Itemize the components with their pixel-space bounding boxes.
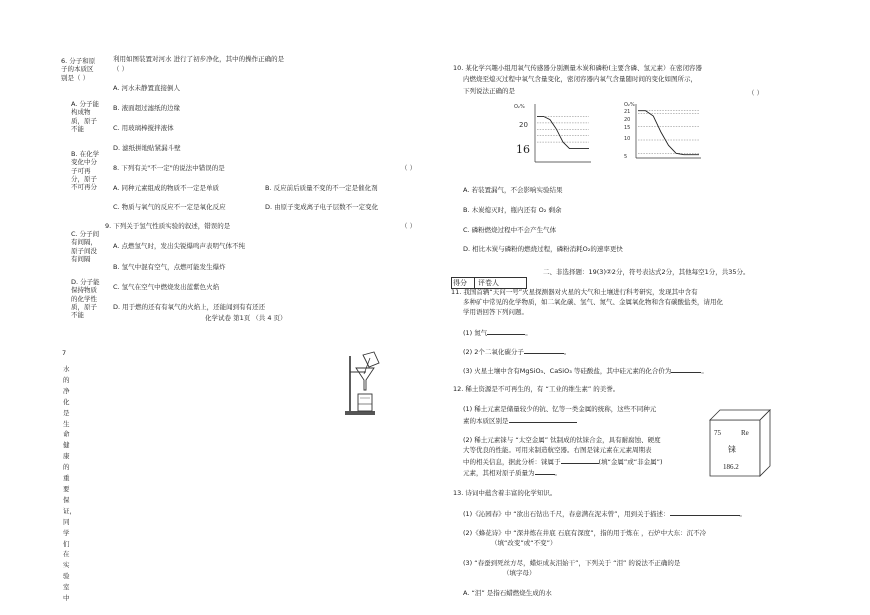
q13-part-3-line-1: (3) “春蚕到死丝方尽，蜡炬成灰泪始干”，下列关于 “泪” 的说法不正确的是 [463,559,681,567]
q6-stem: 6. 分子和原子的本质区别是（ ） [61,57,96,82]
q9-paren: （ ） [401,222,417,230]
q7-vertical-text: 水的净化是生命健康的重要保证，同学们在实验室中 [63,365,76,603]
q8-paren: （ ） [401,164,417,172]
q9-option-d: D. 用于燃的还有有氧气的火焰上，还能闻到有有还还 [113,303,266,311]
chart1-series-line [537,116,589,148]
chart2-tick-5: 5 [624,154,628,160]
q13-part-3-line-2: （填字母） [503,569,536,577]
q11-line-3: 学用语回答下列问题。 [463,308,528,316]
answer-blank-2[interactable] [524,347,564,354]
q8-option-b: B. 反应前后质量不变的不一定是催化剂 [265,184,378,192]
chart2-tick-10: 10 [624,136,631,142]
chart1-tick-16: 16 [516,143,530,156]
q7-option-c: C. 用玻璃棒搅拌液体 [113,124,174,132]
element-symbol: Re [741,429,749,437]
chart1-tick-20: 20 [519,121,528,129]
q10-option-b: B. 木炭熄灭时，瓶内还有 O₂ 剩余 [463,206,562,214]
chart2-tick-21: 21 [624,109,631,115]
chart2-tick-15: 15 [624,125,631,131]
q7-option-d: D. 滤纸拼地贴紧漏斗壁 [113,144,181,152]
q6-option-b: B. 在化学变化中分子可再分，原子不可再分 [71,150,100,192]
q11-line-1: 11. 我国首辆“天问一号”火星探测器对火星的大气和土壤进行科考研究，发现其中含有 [451,288,698,296]
q11-part-2: (2) 2个二氧化碳分子 。 [463,348,571,356]
q10-option-a: A. 若装置漏气，不会影响实验结果 [463,186,563,194]
q13-part-2-line-1: (2)《蜂花诗》中 “深井炼在井底 石底有深度”，指的用于炼在 ，石炉中大东：沉不冷 [463,529,707,537]
q10-line-3: 下列说法正确的是 [463,87,515,95]
q9-option-b: B. 氢气中混有空气，点燃可能发生爆炸 [113,263,226,271]
chart2-series-line [638,111,699,155]
filtration-apparatus-illustration [344,350,384,416]
element-mass: 186.2 [723,463,739,471]
q11-part-1: (1) 氮气 。 [463,329,532,337]
q12-part-1-line-2: 素的本质区别是 [463,416,577,425]
q8-stem: 8. 下列有关"不一定"的说法中错误的是 [113,164,225,172]
q12-part-2-line-2: 大等优良的性能。可用来制造航空器。右图是铼元素在元素周期表 [463,446,652,454]
q7-paren: （ ） [113,65,129,73]
q9-option-c: C. 氢气在空气中燃烧发出蓝紫色火焰 [113,283,220,291]
q10-paren: （ ） [748,89,764,97]
chart2-ylabel: O₂% [624,102,635,108]
q12-part-2-line-4: 元素，其相对原子质量为 。 [463,469,561,477]
q6-option-a: A. 分子能构成物质，原子不能 [71,100,99,133]
q12-part-2-line-3: 中的相关信息，据此分析：铼属于 (填“金属”或“非金属”) [463,458,663,466]
q13-part-3-option-a: A. “泪” 是指石蜡燃烧生成的水 [463,589,552,597]
oxygen-chart-charcoal [513,100,593,168]
q10-line-2: 内燃烧至熄灭过程中氧气含量变化，密闭容器内氧气含量随时间的变化如图所示， [463,75,697,83]
q10-option-c: C. 磷粉燃烧过程中不会产生气体 [463,226,557,234]
answer-blank-7[interactable] [670,509,740,516]
answer-blank-4[interactable] [509,416,577,423]
q13-stem: 13. 诗词中蕴含着丰富的化学知识。 [453,489,557,497]
q7-intro: 利用如图装置对河水 进行了初步净化，其中的操作正确的是 [113,55,285,63]
q7-option-a: A. 河水未静置直接倒人 [113,84,180,92]
answer-blank-3[interactable] [671,366,701,373]
score-label: 得分 [453,279,467,287]
q12-part-2-line-1: (2) 稀土元素铼与 “太空金属” 钛制成的钛铼合金，具有耐腐蚀、硬度 [463,436,661,444]
element-number: 75 [714,429,721,437]
answer-blank-6[interactable] [535,468,555,475]
q13-part-1: (1)《沁园春》中 “欲出石钻出千尺，春意满在泥未曾”，用到关于描述： 。 [463,510,747,518]
q11-part-3: (3) 火星土壤中含有MgSiO₃、CaSiO₃ 等硅酸盐，其中硅元素的化合价为 。 [463,367,708,375]
chart1-ylabel: O₂% [514,104,525,110]
q8-option-a: A. 同种元素组成的物质不一定是单质 [113,184,219,192]
q12-stem: 12. 稀土资源是不可再生的，有 “工业的维生素” 的美誉。 [453,385,620,393]
element-name: 铼 [728,445,736,454]
answer-blank-1[interactable] [487,328,525,335]
q6-option-d: D. 分子能保持物质的化学性质，原子不能 [71,278,100,320]
q6-option-c: C. 分子间有间隔，原子间没有间隔 [71,230,100,263]
rhenium-element-card [708,408,772,478]
q13-part-2-line-2: （填“改变”或“不变”） [491,539,557,547]
q10-option-d: D. 相比木炭与磷粉的燃烧过程，磷粉消耗O₂的速率更快 [463,245,623,253]
page-footer: 化学试卷 第1页 （共 4 页） [205,314,287,322]
q7-number: 7 [62,349,67,357]
oxygen-chart-phosphorus [623,100,703,168]
grader-label: 评卷人 [478,279,499,287]
q10-line-1: 10. 某化学兴趣小组用氧气传感器分别测量木炭和磷粉(主要含磷、氢元素）在密闭容器 [453,64,702,72]
q12-part-1-line-1: (1) 稀土元素是储量较少的钪、钇等一类金属的统称，这些不同种元 [463,405,657,413]
q7-option-b: B. 液面超过滤纸的边缘 [113,104,181,112]
q11-line-2: 多种矿中常见的化学物质，如二氧化碳、氢气、氮气、金属氧化物和含有碳酸盐类，请用化 [463,298,723,306]
section-2-heading: 二、非选择题：19(3)②2分，符号表达式2分，其他每空1分，共35分。 [543,268,750,276]
answer-blank-5[interactable] [561,457,599,464]
q8-option-d: D. 由原子变成离子电子层数不一定变化 [265,203,379,211]
q8-option-c: C. 物质与氧气的反应不一定是氧化反应 [113,203,226,211]
chart2-tick-20: 20 [624,117,631,123]
q9-stem: 9. 下列关于氢气性质实验的叙述，错误的是 [105,222,231,230]
q9-option-a: A. 点燃氢气时，发出尖锐爆鸣声表明气体不纯 [113,242,245,250]
